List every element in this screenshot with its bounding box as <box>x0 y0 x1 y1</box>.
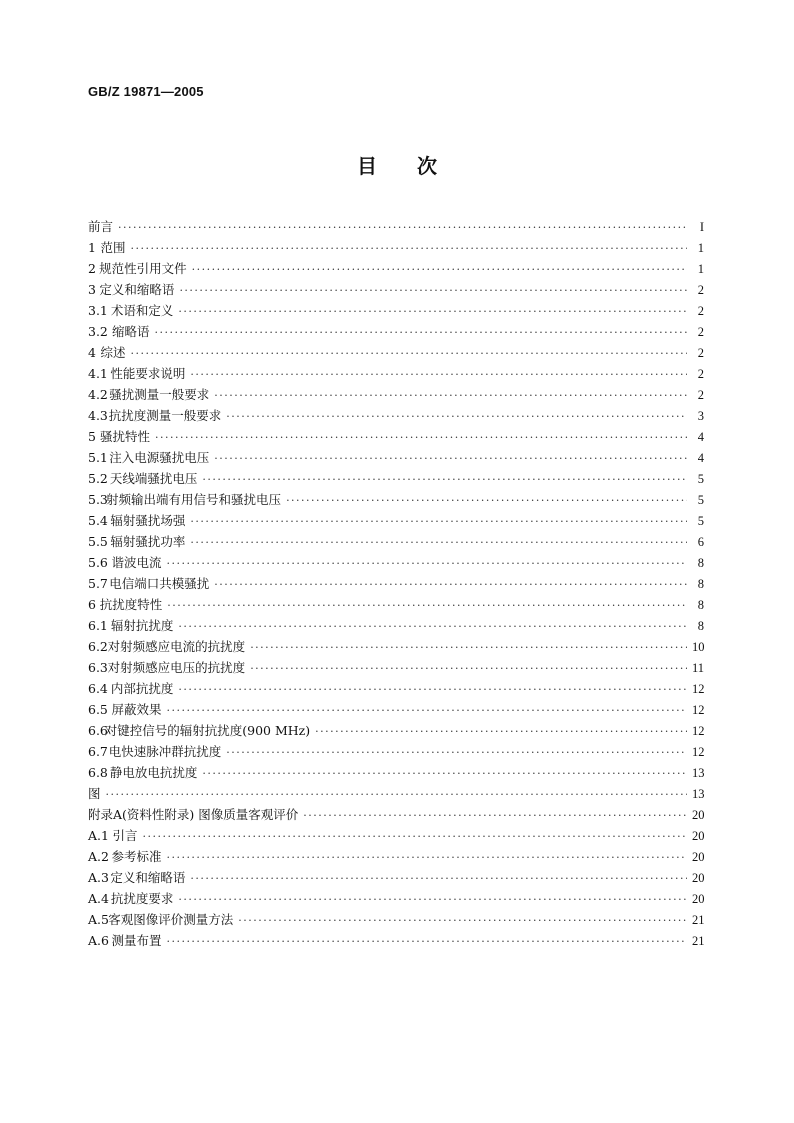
toc-entry-number: 6.5 <box>88 702 108 717</box>
toc-entry-label: 辐射骚扰功率 <box>110 534 186 549</box>
toc-entry-number: A.3 <box>88 870 109 885</box>
toc-dot-leader <box>143 826 687 847</box>
toc-entry-page: 1 <box>697 241 704 255</box>
toc-entry-label: 屏蔽效果 <box>111 702 162 717</box>
toc-entry[interactable] <box>88 489 704 510</box>
toc-dot-leader <box>315 721 687 742</box>
toc-dot-leader <box>303 805 687 826</box>
toc-entry[interactable] <box>88 762 704 783</box>
toc-entry-number: A.4 <box>88 891 109 906</box>
toc-entry[interactable] <box>88 825 704 846</box>
toc-entry-page: 21 <box>692 913 705 927</box>
toc-dot-leader <box>166 553 687 574</box>
toc-entry-number: A.6 <box>88 933 109 948</box>
toc-dot-leader <box>155 427 687 448</box>
toc-entry[interactable] <box>88 573 704 594</box>
toc-dot-leader <box>250 658 687 679</box>
toc-dot-leader <box>250 637 687 658</box>
toc-entry-number: 5.5 <box>88 534 108 549</box>
toc-entry-number: 3.1 <box>88 303 108 318</box>
toc-dot-leader <box>238 910 687 931</box>
toc-entry-page: 3 <box>697 409 704 423</box>
toc-entry-label: 辐射抗扰度 <box>110 618 174 633</box>
toc-entry-page: 21 <box>692 934 705 948</box>
toc-entry-number: 6.1 <box>88 618 108 633</box>
toc-entry-label: 对射频感应电压的抗扰度 <box>107 660 246 675</box>
toc-entry[interactable] <box>88 741 704 762</box>
toc-dot-leader <box>190 511 687 532</box>
toc-entry[interactable] <box>88 594 704 615</box>
toc-entry[interactable] <box>88 237 704 258</box>
toc-entry[interactable] <box>88 426 704 447</box>
toc-entry-label: 参考标准 <box>111 849 162 864</box>
toc-entry-page: 2 <box>697 367 704 381</box>
toc-entry-label: 辐射骚扰场强 <box>110 513 186 528</box>
toc-entry[interactable] <box>88 678 704 699</box>
toc-entry[interactable] <box>88 615 704 636</box>
toc-entry[interactable] <box>88 216 704 237</box>
toc-entry-page: 2 <box>697 346 704 360</box>
toc-entry[interactable] <box>88 510 704 531</box>
toc-entry-label: 注入电源骚扰电压 <box>109 450 210 465</box>
toc-entry-page: 20 <box>692 808 705 822</box>
toc-entry-label: 图 <box>88 786 101 801</box>
toc-entry-number: 2 <box>88 261 96 276</box>
toc-entry[interactable] <box>88 342 704 363</box>
toc-entry-number: 5.6 <box>88 555 108 570</box>
toc-entry-label: 术语和定义 <box>110 303 174 318</box>
toc-entry-label: 抗扰度测量一般要求 <box>108 408 222 423</box>
toc-entry-page: I <box>699 220 704 234</box>
toc-entry-page: 4 <box>697 430 704 444</box>
toc-entry[interactable] <box>88 279 704 300</box>
toc-entry-number: A.1 <box>88 828 109 843</box>
toc-entry[interactable] <box>88 258 704 279</box>
toc-entry-label: 缩略语 <box>111 324 150 339</box>
toc-entry-label: 定义和缩略语 <box>110 870 186 885</box>
toc-entry-page: 11 <box>692 661 705 675</box>
toc-dot-leader <box>166 847 687 868</box>
toc-entry[interactable] <box>88 867 704 888</box>
toc-entry[interactable] <box>88 783 704 804</box>
toc-dot-leader <box>214 448 687 469</box>
toc-dot-leader <box>131 238 687 259</box>
toc-entry-page: 12 <box>692 703 705 717</box>
toc-entry-number: 3 <box>88 282 96 297</box>
toc-entry-page: 5 <box>697 514 704 528</box>
toc-entry[interactable] <box>88 552 704 573</box>
toc-entry-page: 4 <box>697 451 704 465</box>
toc-entry-number: 5.2 <box>88 471 108 486</box>
toc-entry-label: 规范性引用文件 <box>99 261 187 276</box>
toc-entry-number: 1 <box>88 240 96 255</box>
toc-entry[interactable] <box>88 384 704 405</box>
toc-entry-number: 3.2 <box>88 324 108 339</box>
toc-dot-leader <box>166 931 687 952</box>
toc-dot-leader <box>178 889 687 910</box>
toc-entry-label: 电信端口共模骚扰 <box>109 576 210 591</box>
toc-entry-page: 12 <box>692 724 705 738</box>
toc-dot-leader <box>214 385 687 406</box>
toc-entry-number: 6.2 <box>88 639 108 654</box>
toc-dot-leader <box>131 343 687 364</box>
toc-entry-number: 4.3 <box>88 408 108 423</box>
toc-entry-number: 6.7 <box>88 744 108 759</box>
toc-entry-label: 内部抗扰度 <box>110 681 174 696</box>
toc-dot-leader <box>178 679 687 700</box>
toc-entry-page: 12 <box>692 682 705 696</box>
toc-entry-label: 综述 <box>100 345 126 360</box>
toc-entry-number: 6.4 <box>88 681 108 696</box>
toc-entry-page: 8 <box>697 556 704 570</box>
toc-entry-number: 6.3 <box>88 660 108 675</box>
toc-dot-leader <box>190 868 687 889</box>
toc-dot-leader <box>190 532 687 553</box>
toc-dot-leader <box>179 280 687 301</box>
toc-dot-leader <box>190 364 687 385</box>
toc-dot-leader <box>286 490 687 511</box>
toc-entry-page: 20 <box>692 850 705 864</box>
toc-dot-leader <box>192 259 687 280</box>
toc-entry-number: 4 <box>88 345 96 360</box>
toc-entry[interactable] <box>88 300 704 321</box>
toc-entry[interactable] <box>88 930 704 951</box>
toc-entry[interactable] <box>88 720 704 741</box>
toc-dot-leader <box>202 763 687 784</box>
toc-dot-leader <box>106 784 687 805</box>
table-of-contents <box>88 216 704 951</box>
toc-entry-number: 5.1 <box>88 450 108 465</box>
toc-entry-page: 5 <box>697 472 704 486</box>
toc-entry-page: 20 <box>692 829 705 843</box>
toc-entry-page: 2 <box>697 304 704 318</box>
toc-entry-label: 抗扰度特性 <box>99 597 163 612</box>
toc-entry-number: 6 <box>88 597 96 612</box>
toc-entry[interactable] <box>88 363 704 384</box>
toc-entry-label: 对射频感应电流的抗扰度 <box>107 639 246 654</box>
toc-entry[interactable] <box>88 636 704 657</box>
toc-entry-page: 13 <box>692 787 705 801</box>
toc-entry-label: 天线端骚扰电压 <box>109 471 198 486</box>
toc-dot-leader <box>167 595 687 616</box>
toc-entry-number: A.5 <box>88 912 109 927</box>
toc-entry[interactable] <box>88 909 704 930</box>
toc-entry-page: 8 <box>697 577 704 591</box>
toc-entry-label: 客观图像评价测量方法 <box>108 912 234 927</box>
toc-entry-page: 13 <box>692 766 705 780</box>
toc-entry-page: 2 <box>697 283 704 297</box>
toc-entry[interactable] <box>88 888 704 909</box>
toc-entry-label: 抗扰度要求 <box>110 891 174 906</box>
toc-entry-number: 4.2 <box>88 387 108 402</box>
toc-entry[interactable] <box>88 321 704 342</box>
toc-entry-page: 2 <box>697 325 704 339</box>
toc-entry-page: 10 <box>692 640 705 654</box>
toc-entry[interactable] <box>88 468 704 489</box>
toc-entry-label: 引言 <box>112 828 138 843</box>
toc-entry-page: 20 <box>692 892 705 906</box>
toc-entry-number: 5 <box>88 429 96 444</box>
toc-entry-label: 电快速脉冲群抗扰度 <box>108 744 222 759</box>
toc-dot-leader <box>118 217 687 238</box>
toc-dot-leader <box>178 301 687 322</box>
toc-entry-number: 6.8 <box>88 765 108 780</box>
toc-entry-label: 范围 <box>100 240 126 255</box>
toc-entry-page: 8 <box>697 619 704 633</box>
toc-entry-number: 5.3 <box>88 492 108 507</box>
toc-entry-label: 静电放电抗扰度 <box>109 765 198 780</box>
toc-entry-page: 5 <box>697 493 704 507</box>
toc-entry[interactable] <box>88 699 704 720</box>
toc-entry-label: 前言 <box>88 219 114 234</box>
toc-entry-page: 20 <box>692 871 705 885</box>
page-title: 目次 <box>357 154 477 178</box>
toc-entry-number: 4.1 <box>88 366 108 381</box>
toc-dot-leader <box>226 742 687 763</box>
toc-entry[interactable] <box>88 846 704 867</box>
toc-entry-number: 5.7 <box>88 576 108 591</box>
toc-entry[interactable] <box>88 804 704 825</box>
toc-dot-leader <box>155 322 688 343</box>
toc-entry-page: 12 <box>692 745 705 759</box>
toc-entry-label: 定义和缩略语 <box>99 282 175 297</box>
toc-entry-page: 6 <box>697 535 704 549</box>
toc-entry-page: 8 <box>697 598 704 612</box>
toc-entry[interactable] <box>88 657 704 678</box>
toc-entry-page: 1 <box>697 262 704 276</box>
toc-dot-leader <box>166 700 687 721</box>
toc-entry-label: 测量布置 <box>111 933 162 948</box>
toc-entry-label: 骚扰测量一般要求 <box>109 387 210 402</box>
toc-entry-label: 性能要求说明 <box>110 366 186 381</box>
toc-entry-label: 附录A(资料性附录) 图像质量客观评价 <box>88 807 299 822</box>
toc-dot-leader <box>214 574 687 595</box>
toc-dot-leader <box>178 616 687 637</box>
toc-entry-number: A.2 <box>88 849 109 864</box>
toc-entry-label: 对键控信号的辐射抗扰度(900 MHz) <box>104 723 311 738</box>
toc-entry[interactable] <box>88 531 704 552</box>
toc-entry[interactable] <box>88 405 704 426</box>
toc-entry-label: 骚扰特性 <box>99 429 150 444</box>
toc-entry-number: 6.6 <box>88 723 108 738</box>
toc-entry-label: 谐波电流 <box>111 555 162 570</box>
toc-entry[interactable] <box>88 447 704 468</box>
document-code: GB/Z 19871—2005 <box>88 84 204 99</box>
toc-entry-page: 2 <box>697 388 704 402</box>
toc-dot-leader <box>202 469 687 490</box>
toc-entry-number: 5.4 <box>88 513 108 528</box>
toc-dot-leader <box>226 406 687 427</box>
toc-entry-label: 射频输出端有用信号和骚扰电压 <box>106 492 282 507</box>
